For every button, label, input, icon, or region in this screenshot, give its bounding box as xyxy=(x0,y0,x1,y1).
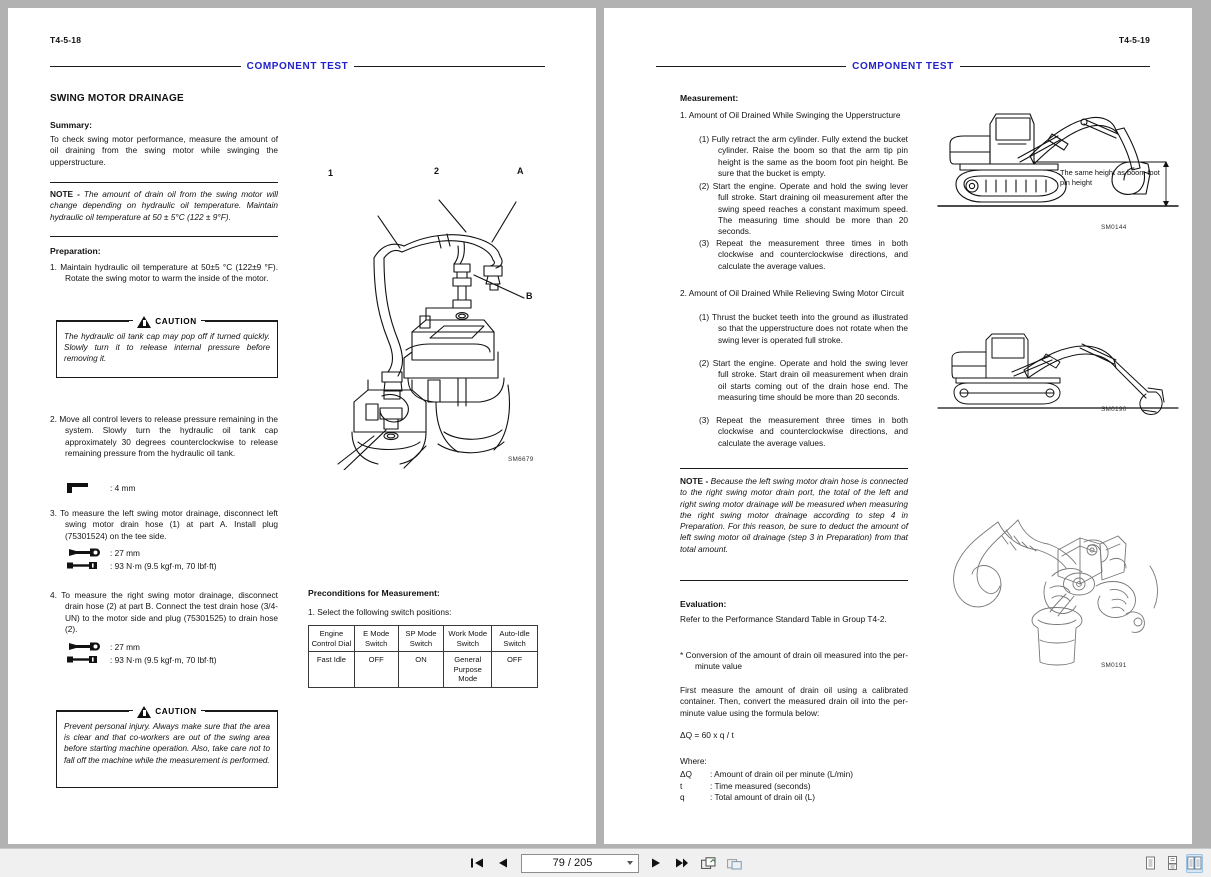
figure-id-sm6679: SM6679 xyxy=(508,456,534,463)
formula: ΔQ = 60 x q / t xyxy=(680,730,734,740)
running-head-title: COMPONENT TEST xyxy=(852,61,954,72)
where-label: Where: xyxy=(680,756,707,766)
figure-id-sm0144: SM0144 xyxy=(1101,224,1127,231)
figure-excavator-thrust xyxy=(934,326,1182,426)
chevron-down-icon[interactable] xyxy=(627,861,633,865)
measurement-1-title: 1. Amount of Oil Drained While Swinging the Upperstructure xyxy=(680,110,901,120)
wrench-value-4: : 27 mm xyxy=(110,641,140,652)
page-number-left: T4-5-18 xyxy=(50,35,82,45)
conversion-text: First measure the amount of drain oil using a calibrated container. Then, convert the measured drain oil into the per-minute value using the formula below: xyxy=(680,685,908,718)
caution-1-label-wrap xyxy=(133,315,201,327)
caution-rule-right xyxy=(205,321,277,322)
warning-triangle-icon xyxy=(137,316,151,328)
note-label: NOTE - xyxy=(680,476,709,486)
figure-id-sm0191: SM0191 xyxy=(1101,662,1127,669)
wrench-icon xyxy=(66,641,106,652)
figure-swing-motor xyxy=(308,166,558,470)
view-two-page-spread-button[interactable] xyxy=(1186,854,1203,873)
note-rule-bottom-right xyxy=(680,580,908,581)
note-block-left xyxy=(50,189,278,223)
caution-rule-right xyxy=(205,711,277,712)
wrench-spec-4 xyxy=(66,641,140,652)
torque-wrench-icon xyxy=(66,560,106,571)
figure-callout-b: B xyxy=(526,291,533,301)
hex-wrench-value: : 4 mm xyxy=(110,483,136,493)
measurement-1-step-1: (1) Fully retract the arm cylinder. Fully extend the bucket cylinder. Raise the boom so that the arm tip pin height is the same as the boom foot pin height. Be sure that the bucket is empty. xyxy=(699,134,908,178)
next-page-button[interactable] xyxy=(648,854,665,873)
where-value-t: : Time measured (seconds) xyxy=(710,780,811,791)
note-rule-top-right xyxy=(680,468,908,469)
measurement-2-step-3: (3) Repeat the measurement three times in both clockwise and counterclockwise directions, and calculate the average values. xyxy=(699,415,908,448)
measurement-1-step-3: (3) Repeat the measurement three times in both clockwise and counterclockwise directions, and calculate the average values. xyxy=(699,238,908,271)
conversion-note: * Conversion of the amount of drain oil measured into the per-minute value xyxy=(680,650,908,672)
th-e-mode-switch: E Mode Switch xyxy=(354,626,398,652)
figure-oil-drain-container xyxy=(934,516,1182,666)
caution-2-text: Prevent personal injury. Always make sure that the area is clear and that co-workers are out of the swing area before starting machine operation. Also, take care not to fall off the machine while the measurement is performed. xyxy=(64,722,270,765)
summary-heading: Summary: xyxy=(50,120,93,130)
head-rule-right-seg xyxy=(960,66,1150,67)
view-continuous-button[interactable] xyxy=(1164,854,1181,873)
preparation-step-3: 3. To measure the left swing motor drainage, disconnect left swing motor drain hose (1) at part A. Install plug (75301524) on the tee side. xyxy=(50,508,278,541)
figure-callout-2: 2 xyxy=(434,166,440,176)
running-head-left xyxy=(50,61,545,72)
note-rule-bottom xyxy=(50,236,278,237)
preparation-step-2: 2. Move all control levers to release pressure remaining in the system. Slowly turn the hydraulic oil tank cap approximately 30 degrees counterclockwise to release remaining pressure from the hydraulic oil tank. xyxy=(50,414,278,458)
head-rule-right-seg xyxy=(354,66,545,67)
figure-excavator-arm-level xyxy=(934,100,1182,228)
page-left[interactable] xyxy=(8,8,596,844)
warning-triangle-icon xyxy=(137,706,151,718)
caution-2-label: CAUTION xyxy=(155,706,197,716)
caution-1-header xyxy=(57,314,277,328)
where-key-dq: ΔQ xyxy=(680,769,692,779)
preparation-step-1: 1. Maintain hydraulic oil temperature at 50±5 °C (122±9 °F). Rotate the swing motor to warm the inside of the motor. xyxy=(50,262,278,284)
page-gap xyxy=(596,0,604,848)
caution-1-label: CAUTION xyxy=(155,316,197,326)
caution-rule-left xyxy=(57,321,129,322)
running-head-right xyxy=(656,61,1150,72)
figure-callout-a: A xyxy=(517,166,524,176)
last-page-button[interactable] xyxy=(674,854,691,873)
page-number-value: 79 / 205 xyxy=(552,857,593,869)
figure-callout-1: 1 xyxy=(328,168,334,178)
where-row xyxy=(680,792,920,804)
switch-positions-table xyxy=(308,625,538,688)
measurement-2-step-2: (2) Start the engine. Operate and hold the swing lever full stroke. Start drain oil measurement when drain oil starts coming out of the drain hose end. The measuring time should be more than 20 seconds. xyxy=(699,358,908,402)
toolbar-view-modes xyxy=(1142,854,1203,873)
bottom-toolbar xyxy=(0,848,1211,877)
wrench-icon xyxy=(66,547,106,558)
preparation-step-4: 4. To measure the right swing motor drainage, disconnect drain hose (2) at part B. Connect the test drain hose (3/4-UN) to the motor side and plug (75301525) to drain hose (2). xyxy=(50,590,278,634)
preparation-heading: Preparation: xyxy=(50,246,101,256)
hex-wrench-spec xyxy=(66,482,135,494)
torque-wrench-icon xyxy=(66,654,106,665)
th-auto-idle-switch: Auto-Idle Switch xyxy=(492,626,538,652)
page-number-right: T4-5-19 xyxy=(1118,35,1150,45)
caution-rule-left xyxy=(57,711,129,712)
th-engine-control-dial: Engine Control Dial xyxy=(309,626,355,652)
previous-page-button[interactable] xyxy=(495,854,512,873)
where-value-q: : Total amount of drain oil (L) xyxy=(710,792,815,803)
table-header-row xyxy=(309,626,538,652)
wrench-value-3: : 27 mm xyxy=(110,547,140,558)
head-rule-left-seg xyxy=(656,66,846,67)
note-label: NOTE - xyxy=(50,189,80,199)
caution-box-1 xyxy=(56,316,278,378)
td-e-mode-switch: OFF xyxy=(354,652,398,688)
table-row xyxy=(309,652,538,688)
where-row xyxy=(680,781,920,793)
th-sp-mode-switch: SP Mode Switch xyxy=(398,626,444,652)
td-sp-mode-switch: ON xyxy=(398,652,444,688)
where-key-q: q xyxy=(680,792,685,803)
fit-page-button[interactable] xyxy=(700,854,717,873)
measurement-2-title: 2. Amount of Oil Drained While Relieving Swing Motor Circuit xyxy=(680,288,905,298)
th-work-mode-switch: Work Mode Switch xyxy=(444,626,492,652)
measurement-heading: Measurement: xyxy=(680,93,739,103)
note-text: The amount of drain oil from the swing motor will change depending on hydraulic oil temperature. Maintain hydraulic oil temperature at 50 ± 5°C (122 ± 9°F). xyxy=(50,189,278,222)
where-value-dq: : Amount of drain oil per minute (L/min) xyxy=(710,769,853,779)
head-rule-left-seg xyxy=(50,66,241,67)
fit-width-button[interactable] xyxy=(726,854,743,873)
caution-2-header xyxy=(57,704,277,718)
summary-text: To check swing motor performance, measure the amount of oil draining from the swing motor while swinging the upperstructure. xyxy=(50,134,278,167)
preconditions-step-1: 1. Select the following switch positions: xyxy=(308,607,452,617)
running-head-title: COMPONENT TEST xyxy=(246,61,349,72)
view-single-page-button[interactable] xyxy=(1142,854,1159,873)
preconditions-heading: Preconditions for Measurement: xyxy=(308,588,440,598)
figure-caption-sm0144: The same height as boom foot pin height xyxy=(1060,168,1160,187)
where-row xyxy=(680,769,920,781)
where-key-t: t xyxy=(680,780,683,791)
caution-2-label-wrap xyxy=(133,705,201,717)
measurement-1-step-2: (2) Start the engine. Operate and hold the swing lever full stroke. Start draining oil measurement after the swing speed reaches a constant maximum speed. The measuring time should be more than 20 seconds. xyxy=(699,181,908,237)
torque-value-3: : 93 N·m (9.5 kgf·m, 70 lbf·ft) xyxy=(110,560,217,571)
caution-box-2 xyxy=(56,706,278,788)
td-auto-idle-switch: OFF xyxy=(492,652,538,688)
evaluation-text: Refer to the Performance Standard Table in Group T4-2. xyxy=(680,614,887,624)
first-page-button[interactable] xyxy=(469,854,486,873)
wrench-spec-3 xyxy=(66,547,140,558)
section-title: SWING MOTOR DRAINAGE xyxy=(50,93,184,104)
torque-value-4: : 93 N·m (9.5 kgf·m, 70 lbf·ft) xyxy=(110,654,217,665)
toolbar-center-group xyxy=(0,854,1211,873)
torque-spec-3 xyxy=(66,560,217,571)
measurement-2-step-1: (1) Thrust the bucket teeth into the ground as illustrated so that the upperstructure does not rotate when the swing lever is operated full stroke. xyxy=(699,312,908,345)
note-rule-top xyxy=(50,182,278,183)
page-right[interactable] xyxy=(604,8,1192,844)
td-work-mode-switch: General Purpose Mode xyxy=(444,652,492,688)
evaluation-heading: Evaluation: xyxy=(680,599,727,609)
torque-spec-4 xyxy=(66,654,217,665)
caution-1-text: The hydraulic oil tank cap may pop off if turned quickly. Slowly turn it to release internal pressure before removing it. xyxy=(64,332,270,364)
td-engine-control-dial: Fast Idle xyxy=(309,652,355,688)
note-text: Because the left swing motor drain hose is connected to the right swing motor drain port, the total of the left and right swing motor drainage will be measured when measuring the right swing motor drainage according to step 4 in Preparation. For this reason, be sure to deduct the amount of left swing motor oil drainage (step 3 in Preparation) from that total amount. xyxy=(680,476,908,554)
where-definitions xyxy=(680,769,920,804)
page-number-input[interactable] xyxy=(521,854,639,873)
note-block-right xyxy=(680,476,908,555)
figure-id-sm0190: SM0190 xyxy=(1101,406,1127,413)
hex-key-icon xyxy=(66,482,106,494)
